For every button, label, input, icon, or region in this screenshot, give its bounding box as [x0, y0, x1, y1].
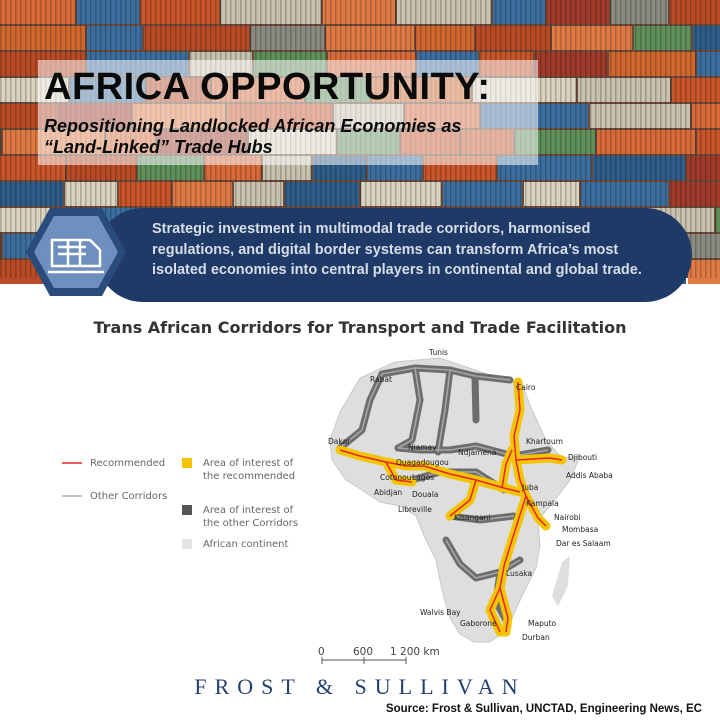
label-djibouti: Djibouti	[568, 453, 598, 462]
label-durban: Durban	[522, 633, 550, 642]
label-addis-ababa: Addis Ababa	[566, 471, 613, 480]
scale-label-1200: 1 200 km	[390, 646, 440, 658]
label-ouagadougou: Ouagadougou	[396, 458, 449, 467]
africa-corridor-map	[300, 340, 613, 670]
label-gaborone: Gaborone	[460, 619, 497, 628]
label-maputo: Maputo	[528, 619, 557, 628]
label-kisangani: Kisangani	[454, 513, 491, 522]
legend-other-corridors: Other Corridors	[90, 491, 168, 502]
legend-recommended: Recommended	[90, 458, 166, 469]
label-nairobi: Nairobi	[554, 513, 581, 522]
label-cairo: Cairo	[516, 383, 536, 392]
label-mombasa: Mombasa	[562, 525, 599, 534]
label-dar-es-salaam: Dar es Salaam	[556, 539, 611, 548]
label-lagos: Lagos	[412, 473, 435, 482]
label-niamey: Niamey	[408, 443, 437, 452]
scale-label-0: 0	[318, 646, 325, 658]
label-khartoum: Khartoum	[526, 437, 563, 446]
madagascar	[552, 556, 570, 606]
label-abidjan: Abidjan	[374, 488, 403, 497]
legend-area-other: Area of interest of the other Corridors	[203, 505, 299, 529]
label-kampala: Kampala	[526, 499, 559, 508]
legend-area-recommended: Area of interest of the recommended	[203, 458, 296, 482]
legend-swatch-area-other	[182, 505, 192, 515]
label-douala: Douala	[412, 490, 439, 499]
label-lusaka: Lusaka	[506, 569, 533, 578]
label-tunis: Tunis	[429, 348, 448, 357]
summary-text: Strategic investment in multimodal trade corridors, harmonised regulations, and digital border systems can transform Africa’s most isolated economies into central players in continental and global trade.	[152, 221, 642, 278]
label-libreville: Libreville	[398, 505, 432, 514]
legend-continent: African continent	[203, 539, 289, 550]
legend-lines	[60, 458, 180, 568]
label-rabat: Rabat	[370, 375, 392, 384]
label-walvis-bay: Walvis Bay	[420, 608, 461, 617]
train-icon	[24, 206, 128, 298]
page-subtitle: Repositioning Landlocked African Economies as “Land-Linked” Trade Hubs	[44, 116, 462, 157]
map-title: Trans African Corridors for Transport and Trade Facilitation	[93, 318, 627, 337]
label-cotonou: Cotonou	[380, 473, 412, 482]
label-ndjamena: Ndjamena	[458, 448, 497, 457]
page-title: AFRICA OPPORTUNITY:	[44, 66, 491, 108]
source-text: Source: Frost & Sullivan, UNCTAD, Engineering News, EC	[385, 703, 702, 715]
legend-swatch-area-recommended	[182, 458, 192, 468]
legend-swatch-continent	[182, 539, 192, 549]
frost-sullivan-logo: FROST & SULLIVAN	[194, 674, 526, 699]
scale-label-600: 600	[353, 646, 374, 658]
label-dakar: Dakar	[328, 437, 351, 446]
label-juba: Juba	[522, 483, 539, 492]
